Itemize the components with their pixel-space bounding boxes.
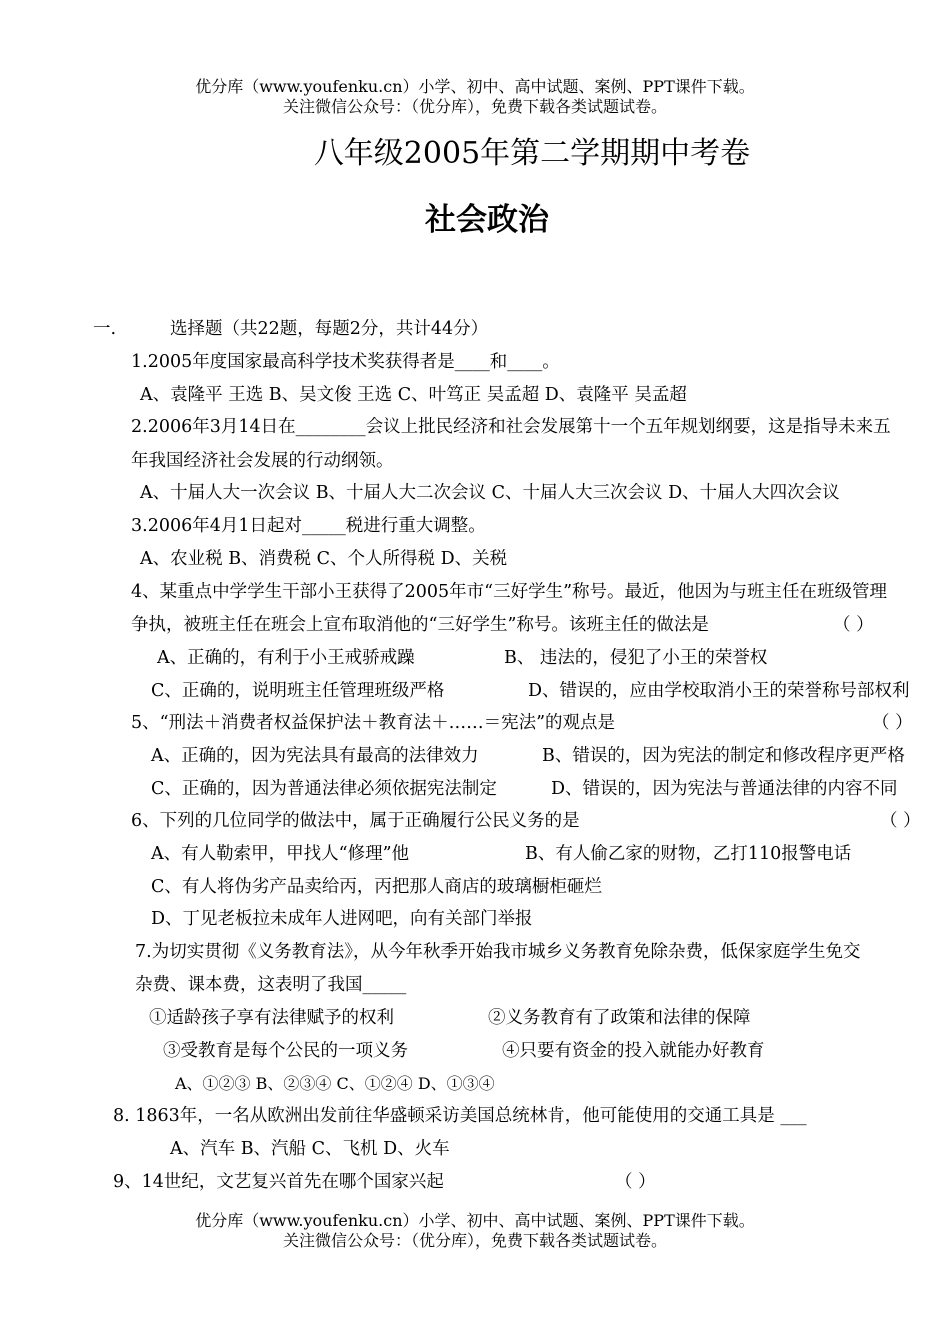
footer-line-1: 优分库（www.youfenku.cn）小学、初中、高中试题、案例、PPT课件下载。 — [195, 1211, 755, 1230]
q4-option-c: C、正确的，说明班主任管理班级严格 — [151, 681, 445, 701]
q1-stem: 1.2005年度国家最高科学技术奖获得者是____和____。 — [131, 352, 560, 372]
q7-statement-1: ①适龄孩子享有法律赋予的权利 — [149, 1008, 394, 1028]
q2-stem-line-2: 年我国经济社会发展的行动纲领。 — [131, 451, 394, 471]
q6-option-a: A、有人勒索甲，甲找人“修理”他 — [151, 844, 410, 864]
page-title: 八年级2005年第二学期期中考卷 — [313, 136, 751, 171]
q5-stem: 5、“刑法＋消费者权益保护法＋教育法＋……＝宪法”的观点是 — [131, 713, 616, 733]
section-number: 一. — [93, 319, 117, 339]
q4-answer-paren: （ ） — [833, 615, 874, 635]
q5-option-d: D、错误的，因为宪法与普通法律的内容不同 — [551, 779, 898, 799]
q9-stem: 9、14世纪，文艺复兴首先在哪个国家兴起 — [113, 1172, 444, 1192]
q4-option-a: A、正确的，有利于小王戒骄戒躁 — [157, 648, 415, 668]
q4-stem-line-2: 争执，被班主任在班会上宣布取消他的“三好学生”称号。该班主任的做法是 — [131, 615, 709, 635]
header-line-2: 关注微信公众号：（优分库），免费下载各类试题试卷。 — [282, 97, 667, 116]
q7-statement-4: ④只要有资金的投入就能办好教育 — [502, 1041, 765, 1061]
page-subtitle: 社会政治 — [425, 202, 549, 238]
footer-line-2: 关注微信公众号：（优分库），免费下载各类试题试卷。 — [282, 1231, 667, 1250]
q9-answer-paren: （ ） — [615, 1172, 656, 1192]
q5-option-b: B、错误的，因为宪法的制定和修改程序更严格 — [542, 746, 905, 766]
q5-answer-paren: （ ） — [872, 713, 913, 733]
q6-option-b: B、有人偷乙家的财物，乙打110报警电话 — [525, 844, 852, 864]
q3-options: A、农业税 B、消费税 C、个人所得税 D、关税 — [140, 549, 508, 569]
q4-stem-line-1: 4、某重点中学学生干部小王获得了2005年市“三好学生”称号。最近，他因为与班主任在班级管理 — [131, 582, 888, 602]
header-line-1: 优分库（www.youfenku.cn）小学、初中、高中试题、案例、PPT课件下载。 — [195, 77, 755, 96]
q7-options: A、①②③ B、②③④ C、①②④ D、①③④ — [175, 1074, 495, 1093]
q6-option-c: C、有人将伪劣产品卖给丙，丙把那人商店的玻璃橱柜砸烂 — [151, 877, 602, 897]
q6-answer-paren: （ ） — [880, 811, 921, 831]
q8-stem: 8. 1863年，一名从欧洲出发前往华盛顿采访美国总统林肯，他可能使用的交通工具是 ___ — [113, 1106, 807, 1126]
q7-stem-line-2: 杂费、课本费，这表明了我国_____ — [135, 975, 407, 995]
q2-stem-line-1: 2.2006年3月14日在________会议上批民经济和社会发展第十一个五年规划纲要，这是指导未来五 — [131, 417, 891, 437]
q4-option-b: B、 违法的，侵犯了小王的荣誉权 — [504, 648, 768, 668]
q8-options: A、汽车 B、汽船 C、飞机 D、火车 — [170, 1139, 450, 1159]
q2-options: A、十届人大一次会议 B、十届人大二次会议 C、十届人大三次会议 D、十届人大四次会议 — [140, 483, 840, 503]
q1-options: A、袁隆平 王选 B、吴文俊 王选 C、叶笃正 吴孟超 D、袁隆平 吴孟超 — [140, 385, 687, 405]
q6-stem: 6、下列的几位同学的做法中，属于正确履行公民义务的是 — [131, 811, 580, 831]
q4-option-d: D、错误的，应由学校取消小王的荣誉称号部权利 — [528, 681, 910, 701]
q3-stem: 3.2006年4月1日起对_____税进行重大调整。 — [131, 516, 486, 536]
q5-option-c: C、正确的，因为普通法律必须依据宪法制定 — [151, 779, 497, 799]
q5-option-a: A、正确的，因为宪法具有最高的法律效力 — [151, 746, 479, 766]
q7-statement-3: ③受教育是每个公民的一项义务 — [163, 1041, 408, 1061]
section-heading: 选择题（共22题，每题2分，共计44分） — [170, 319, 489, 339]
q7-stem-line-1: 7.为切实贯彻《义务教育法》，从今年秋季开始我市城乡义务教育免除杂费，低保家庭学生免交 — [135, 942, 861, 962]
q6-option-d: D、丁见老板拉未成年人进网吧，向有关部门举报 — [151, 909, 533, 929]
q7-statement-2: ②义务教育有了政策和法律的保障 — [488, 1008, 751, 1028]
